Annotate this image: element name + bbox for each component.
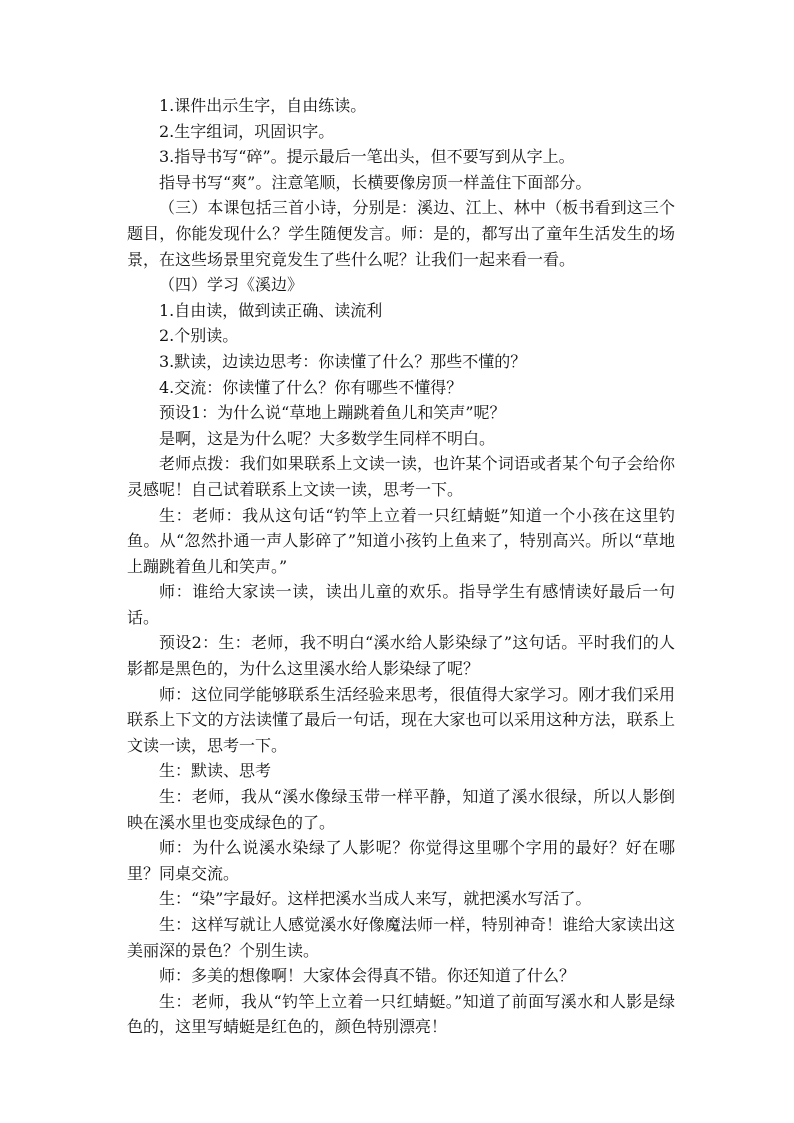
paragraph: 师：谁给大家读一读，读出儿童的欢乐。指导学生有感情读好最后一句话。 [127, 582, 675, 627]
paragraph: 4.交流：你读懂了什么？你有哪些不懂得？ [159, 377, 463, 397]
paragraph: 生：老师，我从“钓竿上立着一只红蜻蜓。”知道了前面写溪水和人影是绿色的，这里写蜻蜓是红色的，颜色特别漂亮！ [127, 991, 675, 1037]
paragraph: 3.默读，边读边思考：你读懂了什么？那些不懂的？ [159, 351, 527, 371]
paragraph: 师：多美的想像啊！大家体会得真不错。你还知道了什么？ [159, 966, 576, 986]
paragraph: 2.个别读。 [159, 326, 239, 346]
paragraph: 师：这位同学能够联系生活经验来思考，很值得大家学习。刚才我们采用联系上下文的方法读懂了最后一句话，现在大家也可以采用这种方法，联系上文读一读，思考一下。 [127, 684, 675, 755]
paragraph: （三）本课包括三首小诗，分别是：溪边、江上、林中（板书看到这三个题目，你能发现什么？学生随便发言。师：是的，都写出了童年生活发生的场景，在这些场景里究竟发生了些什么呢？让我们一起来看一看。 [127, 198, 675, 269]
paragraph: 生：默读、思考 [159, 761, 272, 781]
paragraph: 1.自由读，做到读正确、读流利 [159, 300, 383, 320]
paragraph: 师：为什么说溪水染绿了人影呢？你觉得这里哪个字用的最好？好在哪里？同桌交流。 [127, 838, 675, 883]
section-heading: （四）学习《溪边》 [159, 275, 304, 295]
paragraph: 生：老师：我从这句话“钓竿上立着一只红蜻蜓”知道一个小孩在这里钓鱼。从“忽然扑通一声人影碎了”知道小孩钓上鱼来了，特别高兴。所以“草地上蹦跳着鱼儿和笑声。” [127, 505, 675, 576]
paragraph: 生：“染”字最好。这样把溪水当成人来写，就把溪水写活了。 [159, 889, 592, 909]
paragraph: 是啊，这是为什么呢？大多数学生同样不明白。 [159, 428, 496, 448]
document-body [127, 93, 675, 1040]
paragraph: 3.指导书写“碎”。提示最后一笔出头，但不要写到从字上。 [159, 147, 575, 167]
paragraph: 生：老师，我从“溪水像绿玉带一样平静，知道了溪水很绿，所以人影倒映在溪水里也变成绿色的了。 [127, 787, 675, 832]
paragraph: 1.课件出示生字，自由练读。 [159, 96, 367, 115]
paragraph: 指导书写“爽”。注意笔顺，长横要像房顶一样盖住下面部分。 [159, 172, 592, 192]
paragraph: 预设2：生：老师，我不明白“溪水给人影染绿了”这句话。平时我们的人影都是黑色的，为什么这里溪水给人影染绿了呢？ [127, 633, 675, 679]
paragraph: 2.生字组词，巩固识字。 [159, 121, 335, 141]
paragraph: 老师点拨：我们如果联系上文读一读，也许某个词语或者某个句子会给你灵感呢！自己试着联系上文读一读，思考一下。 [127, 454, 675, 499]
paragraph: 预设1：为什么说“草地上蹦跳着鱼儿和笑声”呢？ [159, 403, 506, 423]
paragraph: 生：这样写就让人感觉溪水好像魔法师一样，特别神奇！谁给大家读出这美丽深的景色？个别生读。 [127, 915, 675, 960]
